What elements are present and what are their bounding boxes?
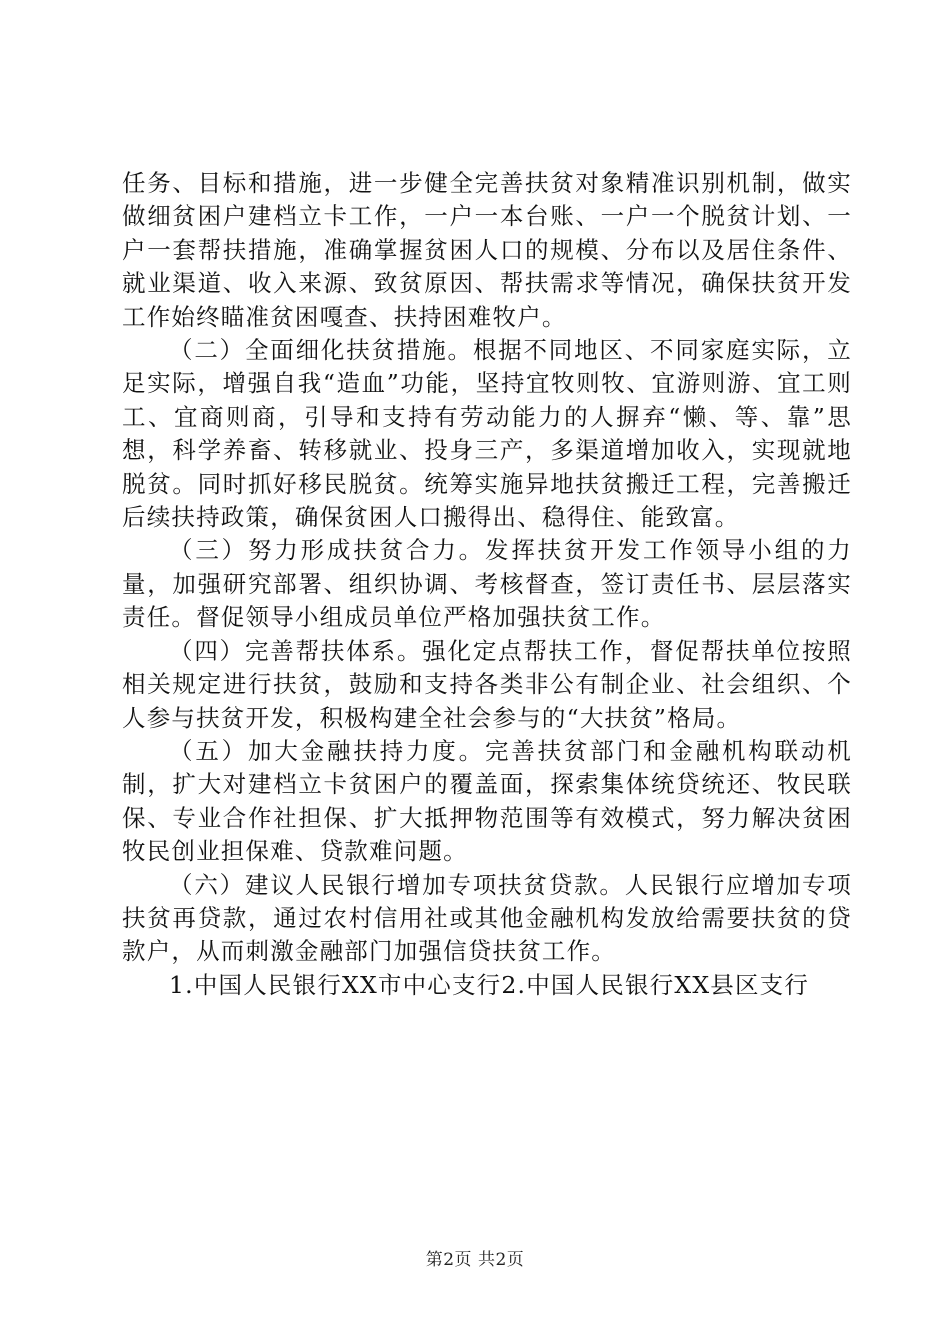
paragraph-measures: （二）全面细化扶贫措施。根据不同地区、不同家庭实际，立足实际，增强自我“造血”功能，坚持宜牧则牧、宜游则游、宜工则工、宜商则商，引导和支持有劳动能力的人摒弃“懒、等、靠”思想，科学养畜、转移就业、投身三产，多渠道增加收入，实现就地脱贫。同时抓好移民脱贫。统筹实施异地扶贫搬迁工程，完善搬迁后续扶持政策，确保贫困人口搬得出、稳得住、能致富。 — [122, 336, 852, 532]
paragraph-synergy: （三）努力形成扶贫合力。发挥扶贫开发工作领导小组的力量，加强研究部署、组织协调、考核督查，签订责任书、层层落实责任。督促领导小组成员单位严格加强扶贫工作。 — [122, 536, 852, 632]
document-body — [122, 167, 852, 1002]
paragraph-central-bank: （六）建议人民银行增加专项扶贫贷款。人民银行应增加专项扶贫再贷款，通过农村信用社或其他金融机构发放给需要扶贫的贷款户，从而刺激金融部门加强信贷扶贫工作。 — [122, 870, 852, 966]
page-number-footer: 第2页 共2页 — [425, 1250, 525, 1270]
paragraph-support-system: （四）完善帮扶体系。强化定点帮扶工作，督促帮扶单位按照相关规定进行扶贫，鼓励和支持各类非公有制企业、社会组织、个人参与扶贫开发，积极构建全社会参与的“大扶贫”格局。 — [122, 636, 852, 732]
paragraph-continuation: 任务、目标和措施，进一步健全完善扶贫对象精准识别机制，做实做细贫困户建档立卡工作，一户一本台账、一户一个脱贫计划、一户一套帮扶措施，准确掌握贫困人口的规模、分布以及居住条件、就业渠道、收入来源、致贫原因、帮扶需求等情况，确保扶贫开发工作始终瞄准贫困嘎查、扶持困难牧户。 — [122, 169, 852, 331]
paragraph-recipients: 1.中国人民银行XX市中心支行2.中国人民银行XX县区支行 — [169, 970, 810, 999]
paragraph-finance: （五）加大金融扶持力度。完善扶贫部门和金融机构联动机制，扩大对建档立卡贫困户的覆盖面，探索集体统贷统还、牧民联保、专业合作社担保、扩大抵押物范围等有效模式，努力解决贫困牧民创业担保难、贷款难问题。 — [122, 736, 852, 866]
